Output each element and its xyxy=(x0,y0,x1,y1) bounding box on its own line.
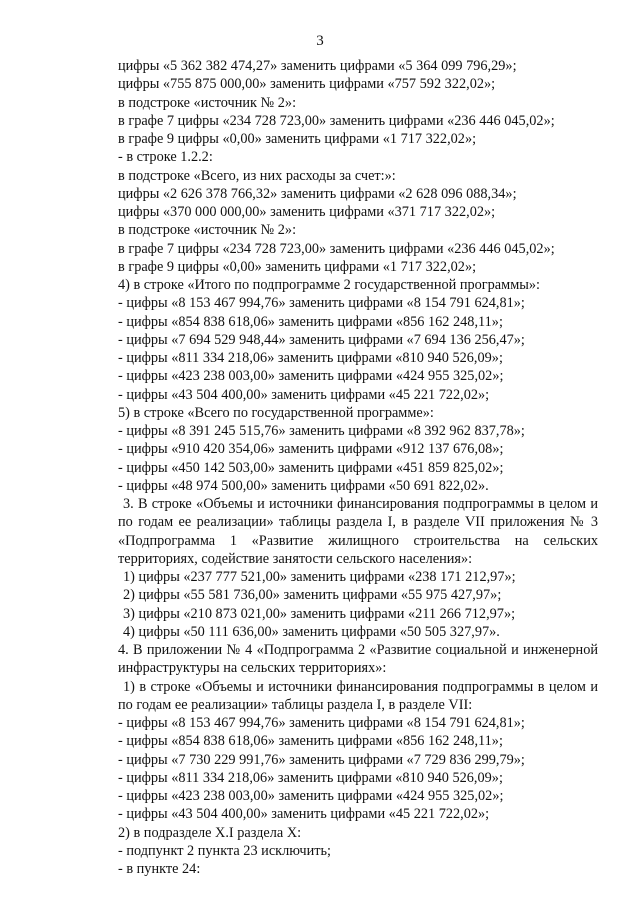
text-line: в графе 7 цифры «234 728 723,00» заменить цифрами «236 446 045,02»; xyxy=(118,112,555,129)
text-line: - цифры «43 504 400,00» заменить цифрами «45 221 722,02»; xyxy=(118,806,490,823)
text-line: - цифры «8 153 467 994,76» заменить цифрами «8 154 791 624,81»; xyxy=(118,295,525,312)
text-line: - цифры «8 153 467 994,76» заменить цифрами «8 154 791 624,81»; xyxy=(118,715,525,731)
text-line: - цифры «8 391 245 515,76» заменить цифрами «8 392 962 837,78»; xyxy=(118,423,525,439)
text-line: - в пункте 24: xyxy=(118,861,201,877)
text-line: 4) в строке «Итого по подпрограмме 2 государственной программы»: xyxy=(118,277,540,293)
text-line: цифры «5 362 382 474,27» заменить цифрами «5 364 099 796,29»; xyxy=(118,58,517,74)
text-line: цифры «370 000 000,00» заменить цифрами «371 717 322,02»; xyxy=(118,204,496,220)
text-line: - цифры «450 142 503,00» заменить цифрами «451 859 825,02»; xyxy=(118,459,504,476)
text-line: - цифры «423 238 003,00» заменить цифрами «424 955 325,02»; xyxy=(118,368,504,385)
text-line: - цифры «43 504 400,00» заменить цифрами «45 221 722,02»; xyxy=(118,386,490,403)
text-line: 1) цифры «237 777 521,00» заменить цифрами «238 171 212,97»; xyxy=(123,569,516,585)
text-line: в графе 7 цифры «234 728 723,00» заменить цифрами «236 446 045,02»; xyxy=(118,240,555,257)
text-line: - цифры «423 238 003,00» заменить цифрами «424 955 325,02»; xyxy=(118,788,504,804)
text-line: - цифры «854 838 618,06» заменить цифрами «856 162 248,11»; xyxy=(118,313,503,330)
text-line: - цифры «7 694 529 948,44» заменить цифрами «7 694 136 256,47»; xyxy=(118,331,525,348)
text-line: цифры «2 626 378 766,32» заменить цифрами «2 628 096 088,34»; xyxy=(118,185,517,202)
text-line: в графе 9 цифры «0,00» заменить цифрами «1 717 322,02»; xyxy=(118,131,477,147)
text-line: в подстроке «источник № 2»: xyxy=(118,222,297,239)
text-line: - цифры «910 420 354,06» заменить цифрами «912 137 676,08»; xyxy=(118,441,504,458)
paragraph: 3. В строке «Объемы и источники финансирования подпрограммы в целом и по годам ее реализации» таблицы раздела I, в разделе VII приложения № 3 «Подпрограмма 1 «Развитие жилищного строительства на сельских территориях, содействие занятости сельского населения»: xyxy=(118,496,598,567)
text-line: - цифры «7 730 229 991,76» заменить цифрами «7 729 836 299,79»; xyxy=(118,751,525,768)
text-line: - цифры «811 334 218,06» заменить цифрами «810 940 526,09»; xyxy=(118,350,503,366)
paragraph: 1) в строке «Объемы и источники финансирования подпрограммы в целом и по годам ее реализации» таблицы раздела I, в разделе VII: xyxy=(118,678,598,713)
text-line: - подпункт 2 пункта 23 исключить; xyxy=(118,842,331,859)
text-line: 5) в строке «Всего по государственной программе»: xyxy=(118,404,434,421)
text-line: в подстроке «источник № 2»: xyxy=(118,94,297,111)
paragraph: 4. В приложении № 4 «Подпрограмма 2 «Развитие социальной и инженерной инфраструктуры на сельских территориях»: xyxy=(118,642,598,677)
text-line: в подстроке «Всего, из них расходы за счет:»: xyxy=(118,167,396,184)
text-line: - цифры «811 334 218,06» заменить цифрами «810 940 526,09»; xyxy=(118,769,503,786)
text-line: - цифры «854 838 618,06» заменить цифрами «856 162 248,11»; xyxy=(118,733,503,750)
text-line: 4) цифры «50 111 636,00» заменить цифрами «50 505 327,97». xyxy=(123,623,500,640)
text-line: 3) цифры «210 873 021,00» заменить цифрами «211 266 712,97»; xyxy=(123,605,516,622)
text-line: цифры «755 875 000,00» заменить цифрами «757 592 322,02»; xyxy=(118,76,496,93)
text-line: - в строке 1.2.2: xyxy=(118,149,213,166)
page-number: 3 xyxy=(316,33,324,49)
text-line: 2) цифры «55 581 736,00» заменить цифрами «55 975 427,97»; xyxy=(123,587,502,604)
text-line: в графе 9 цифры «0,00» заменить цифрами «1 717 322,02»; xyxy=(118,258,477,275)
text-line: 2) в подразделе X.I раздела X: xyxy=(118,824,302,841)
document-body xyxy=(118,57,598,878)
text-line: - цифры «48 974 500,00» заменить цифрами «50 691 822,02». xyxy=(118,477,489,494)
